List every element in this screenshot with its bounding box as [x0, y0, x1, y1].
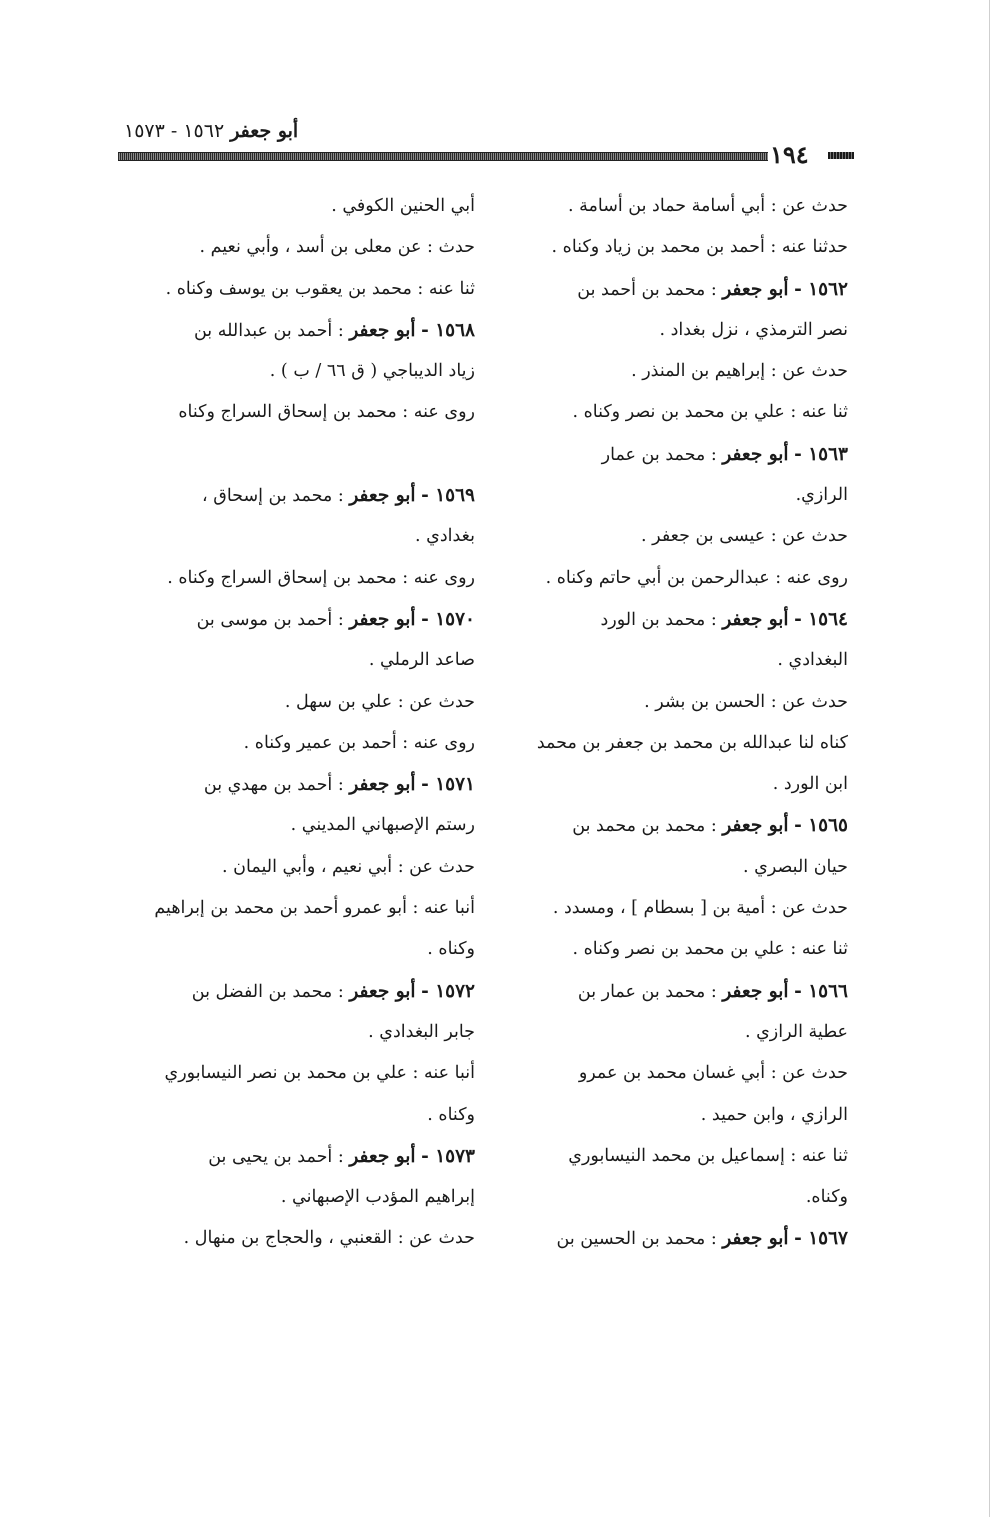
entry-heading-line: [130, 764, 475, 805]
entry-heading-line: [130, 310, 475, 351]
text-line: الرازي ، وابن حميد .: [700, 1104, 848, 1125]
entry-text: : محمد بن عمار: [601, 444, 717, 465]
text-line: كناه لنا عبدالله بن محمد بن جعفر بن محمد: [536, 732, 848, 753]
text-line: إبراهيم المؤدب الإصبهاني .: [280, 1187, 475, 1208]
entry-heading-line: [130, 1136, 475, 1177]
text-line: روى عنه : أحمد بن عمير وكناه .: [243, 732, 475, 753]
entry-number: ١٥٦٤ -: [794, 608, 848, 630]
entry-text: : أحمد بن عبدالله بن: [193, 320, 344, 341]
page-number: ١٩٤: [770, 140, 809, 169]
header-title-name: أبو جعفر: [230, 120, 299, 142]
text-line: روى عنه : عبدالرحمن بن أبي حاتم وكناه .: [545, 567, 848, 588]
text-line: الرازي.: [795, 485, 848, 506]
text-line: وكناه .: [427, 1104, 475, 1125]
entry-kunya: أبو جعفر: [722, 278, 789, 300]
text-line: حدث عن : عيسى بن جعفر .: [641, 526, 848, 547]
text-line: حدث : عن معلى بن أسد ، وأبي نعيم .: [199, 237, 475, 258]
left-text-column: [130, 186, 475, 1260]
entry-text: : أحمد بن مهدي بن: [203, 775, 344, 796]
text-line: ثنا عنه : علي بن محمد بن نصر وكناه .: [572, 402, 848, 423]
entry-heading-line: [130, 475, 475, 516]
text-line: وكناه.: [805, 1187, 848, 1208]
text-line: جابر البغدادي .: [368, 1021, 475, 1042]
text-line: زياد الديباجي ( ق ٦٦ / ب ) .: [269, 361, 475, 382]
entry-heading-line: [130, 971, 475, 1012]
text-line: روى عنه : محمد بن إسحاق السراج وكناه .: [167, 567, 475, 588]
text-line: حدث عن : أبي غسان محمد بن عمرو: [578, 1063, 848, 1084]
text-line: حدث عن : القعنبي ، والحجاج بن منهال .: [183, 1228, 475, 1249]
entry-text: : محمد بن إسحاق ،: [202, 486, 344, 507]
entry-number: ١٥٧١ -: [421, 774, 475, 796]
entry-kunya: أبو جعفر: [722, 608, 789, 630]
entry-number: ١٥٦٦ -: [794, 980, 848, 1002]
entry-kunya: أبو جعفر: [349, 774, 416, 796]
header-title-range: ١٥٦٢ - ١٥٧٣: [124, 120, 225, 142]
entry-heading-line: [503, 434, 848, 475]
entry-kunya: أبو جعفر: [349, 608, 416, 630]
entry-text: : محمد بن محمد بن: [572, 816, 717, 837]
text-line: حدث عن : أمية بن [ بسطام ] ، ومسدد .: [552, 898, 848, 919]
running-header: [118, 112, 858, 172]
text-line: أنبا عنه : علي بن محمد بن نصر النيسابوري: [164, 1063, 475, 1084]
text-line: حدث عن : إبراهيم بن المنذر .: [631, 361, 848, 382]
text-line: نصر الترمذي ، نزل بغداد .: [659, 319, 848, 340]
entry-number: ١٥٦٢ -: [794, 278, 848, 300]
entry-heading-line: [503, 1218, 848, 1259]
text-line: وكناه .: [427, 939, 475, 960]
text-line: عطية الرازي .: [744, 1021, 848, 1042]
header-title: [124, 120, 298, 142]
text-line: بغدادي .: [415, 526, 475, 547]
entry-number: ١٥٧٣ -: [421, 1145, 475, 1167]
entry-heading-line: [130, 599, 475, 640]
entry-text: : محمد بن عمار بن: [577, 981, 717, 1002]
entry-text: : أحمد بن يحيى بن: [208, 1146, 344, 1167]
entry-kunya: أبو جعفر: [349, 319, 416, 341]
text-line: أبي الحنين الكوفي .: [331, 196, 475, 216]
right-text-column: [503, 186, 848, 1260]
text-line: صاعد الرملي .: [368, 650, 475, 671]
text-line: حدث عن : أبي أسامة حماد بن أسامة .: [568, 196, 848, 216]
entry-heading-line: [503, 971, 848, 1012]
text-line: حدث عن : علي بن سهل .: [284, 691, 475, 712]
text-line: حيان البصري .: [743, 856, 848, 877]
entry-number: ١٥٦٨ -: [421, 319, 475, 341]
text-line: حدث عن : الحسن بن بشر .: [644, 691, 848, 712]
text-line: حدثنا عنه : أحمد بن محمد بن زياد وكناه .: [551, 237, 848, 258]
entry-number: ١٥٦٥ -: [794, 815, 848, 837]
entry-kunya: أبو جعفر: [722, 1228, 789, 1250]
text-line: ابن الورد .: [772, 774, 848, 795]
entry-text: : محمد بن الفضل بن: [191, 981, 344, 1002]
entry-kunya: أبو جعفر: [722, 980, 789, 1002]
text-line: رستم الإصبهاني المديني .: [290, 815, 475, 836]
page-edge-line: [989, 0, 990, 1517]
blank-line: [130, 434, 475, 475]
entry-text: : محمد بن الورد: [600, 609, 717, 630]
page-number-ornament: [828, 152, 854, 159]
entry-text: : محمد بن الحسين بن: [556, 1229, 717, 1250]
entry-text: : أحمد بن موسى بن: [196, 609, 344, 630]
entry-number: ١٥٧٢ -: [421, 980, 475, 1002]
entry-number: ١٥٧٠ -: [421, 608, 475, 630]
text-line: ثنا عنه : إسماعيل بن محمد النيسابوري: [568, 1145, 848, 1166]
text-line: أنبا عنه : أبو عمرو أحمد بن محمد بن إبراهيم: [154, 898, 475, 919]
entry-heading-line: [503, 599, 848, 640]
text-line: حدث عن : أبي نعيم ، وأبي اليمان .: [222, 856, 475, 877]
entry-number: ١٥٦٧ -: [794, 1228, 848, 1250]
header-rule: [118, 152, 768, 161]
entry-number: ١٥٦٣ -: [794, 443, 848, 465]
text-line: ثنا عنه : محمد بن يعقوب بن يوسف وكناه .: [165, 278, 475, 299]
text-line: روى عنه : محمد بن إسحاق السراج وكناه: [178, 402, 475, 423]
entry-kunya: أبو جعفر: [722, 443, 789, 465]
entry-number: ١٥٦٩ -: [421, 485, 475, 507]
entry-kunya: أبو جعفر: [722, 815, 789, 837]
entry-kunya: أبو جعفر: [349, 980, 416, 1002]
entry-heading-line: [503, 805, 848, 846]
entry-text: : محمد بن أحمد بن: [577, 279, 717, 300]
entry-heading-line: [503, 269, 848, 310]
entry-kunya: أبو جعفر: [349, 1145, 416, 1167]
text-line: البغدادي .: [777, 650, 848, 671]
entry-kunya: أبو جعفر: [349, 485, 416, 507]
text-line: ثنا عنه : علي بن محمد بن نصر وكناه .: [572, 939, 848, 960]
